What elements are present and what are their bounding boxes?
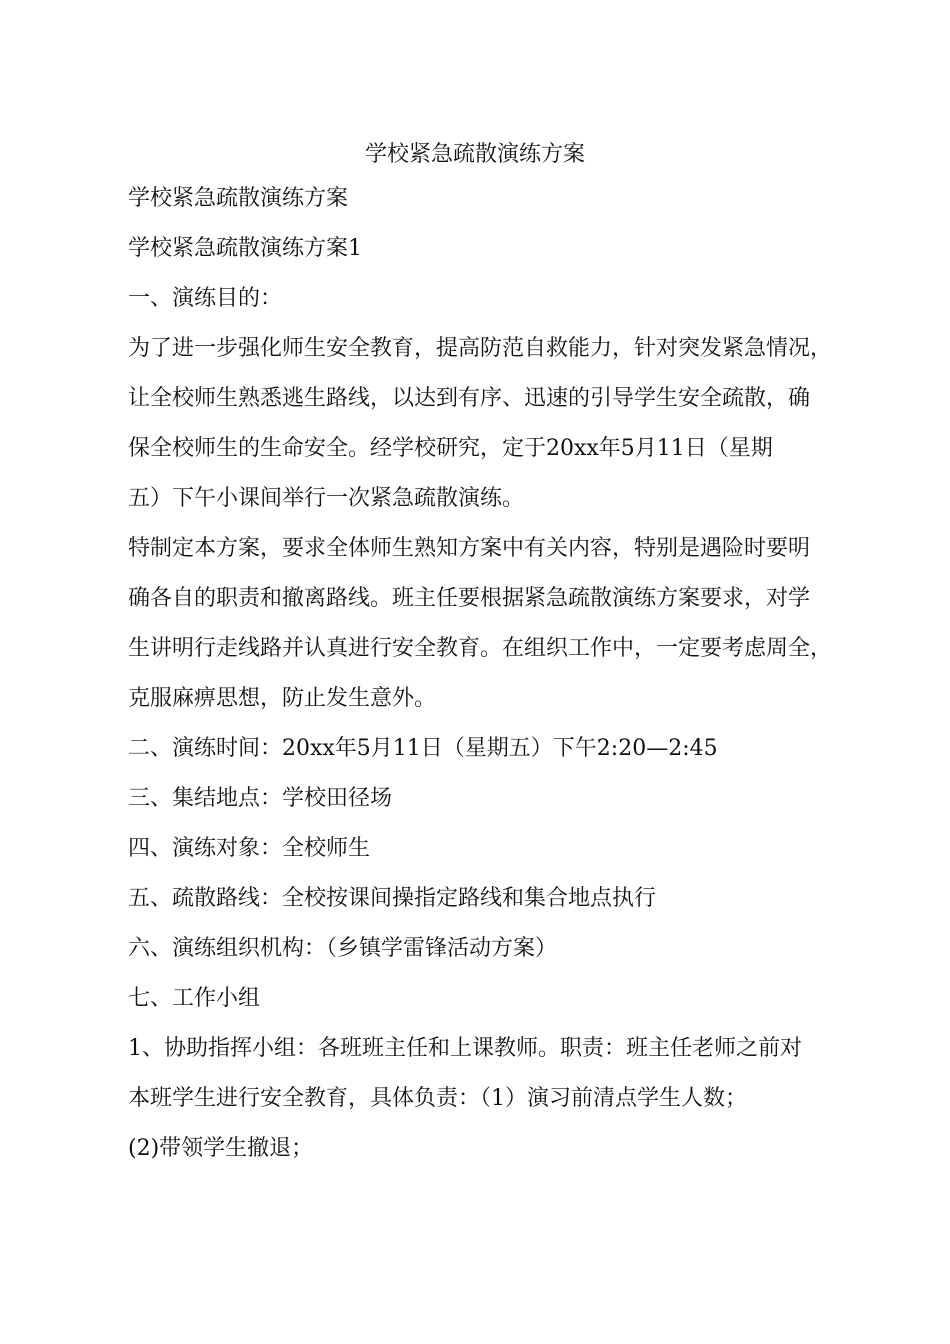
paragraph-line: 克服麻痹思想，防止发生意外。 (128, 686, 437, 711)
paragraph-line: 确各自的职责和撤离路线。班主任要根据紧急疏散演练方案要求，对学 (128, 586, 811, 611)
paragraph-line: 1、协助指挥小组：各班班主任和上课教师。职责：班主任老师之前对 (128, 1036, 802, 1061)
paragraph-line: 五）下午小课间举行一次紧急疏散演练。 (128, 486, 525, 511)
heading-purpose: 一、演练目的： (128, 286, 283, 311)
heading-participants: 四、演练对象：全校师生 (128, 836, 371, 861)
heading-organization: 六、演练组织机构：（乡镇学雷锋活动方案） (128, 936, 558, 961)
paragraph-line: 特制定本方案，要求全体师生熟知方案中有关内容，特别是遇险时要明 (128, 536, 811, 561)
subtitle-line: 学校紧急疏散演练方案 (128, 186, 349, 211)
paragraph-line: 为了进一步强化师生安全教育，提高防范自救能力，针对突发紧急情况， (128, 336, 833, 361)
paragraph-line: 保全校师生的生命安全。经学校研究，定于20xx年5月11日（星期 (128, 436, 773, 461)
paragraph-line: 让全校师生熟悉逃生路线，以达到有序、迅速的引导学生安全疏散，确 (128, 386, 811, 411)
paragraph-line: 本班学生进行安全教育，具体负责：（1）演习前清点学生人数； (128, 1086, 747, 1111)
paragraph-line: 生讲明行走线路并认真进行安全教育。在组织工作中，一定要考虑周全， (128, 636, 833, 661)
heading-location: 三、集结地点：学校田径场 (128, 786, 393, 811)
document-title: 学校紧急疏散演练方案 (364, 142, 585, 167)
heading-route: 五、疏散路线：全校按课间操指定路线和集合地点执行 (128, 886, 657, 911)
paragraph-line: (2)带领学生撤退； (128, 1136, 314, 1161)
heading-work-group: 七、工作小组 (128, 986, 261, 1011)
section-heading-1: 学校紧急疏散演练方案1 (128, 236, 362, 261)
heading-time: 二、演练时间：20xx年5月11日（星期五）下午2:20—2:45 (128, 736, 718, 761)
